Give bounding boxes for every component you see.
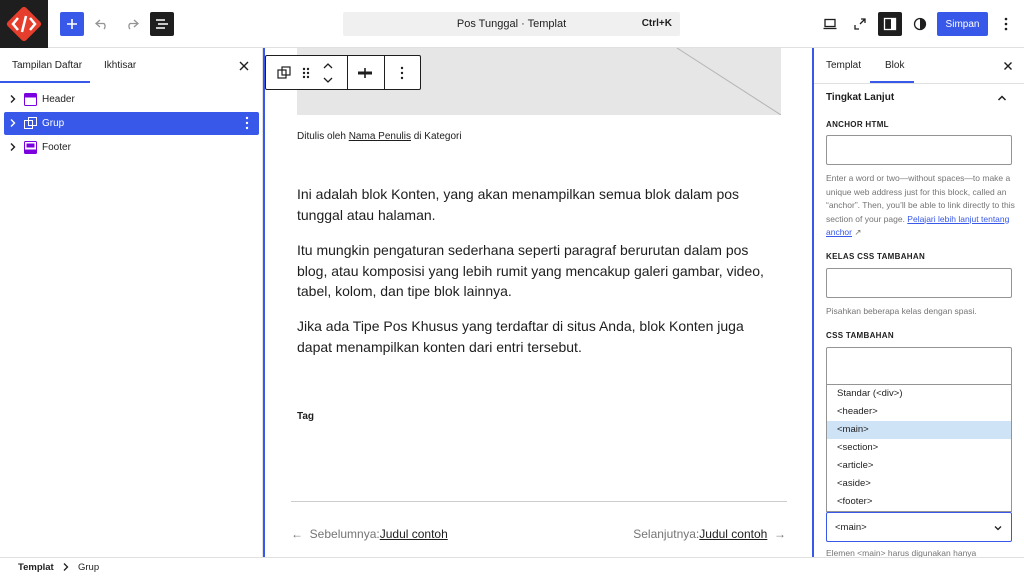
dropdown-option-selected[interactable]: <main> (827, 421, 1011, 439)
post-byline (297, 131, 462, 142)
anchor-input[interactable] (826, 135, 1012, 165)
left-panel-tabs (0, 48, 263, 84)
dropdown-option[interactable]: Standar (<div>) (837, 388, 903, 399)
chevron-right-icon[interactable] (8, 142, 18, 152)
separator (291, 501, 787, 502)
command-palette-bar[interactable] (343, 12, 680, 36)
toolbar-separator (347, 56, 348, 89)
html-element-dropdown (826, 384, 1012, 512)
tab-template[interactable]: Templat (826, 60, 862, 71)
select-value: <main> (835, 522, 867, 533)
anchor-help-text (826, 172, 1016, 240)
plus-icon[interactable] (60, 12, 84, 36)
prev-title[interactable]: Judul contoh (379, 527, 448, 541)
list-view-icon[interactable] (150, 12, 174, 36)
redo-icon[interactable] (120, 12, 144, 36)
undo-icon[interactable] (90, 12, 114, 36)
html-element-select[interactable] (826, 512, 1012, 542)
chevron-up-icon[interactable] (996, 91, 1008, 103)
drag-handle-icon[interactable] (298, 65, 314, 81)
css-class-help: Pisahkan beberapa kelas dengan spasi. (826, 306, 977, 316)
editor-canvas[interactable] (263, 48, 814, 557)
post-tags-label: Tag (297, 411, 315, 422)
dropdown-option[interactable]: <footer> (837, 496, 873, 507)
custom-css-label: CSS TAMBAHAN (826, 331, 894, 340)
byline-prefix: Ditulis oleh (297, 131, 349, 142)
toolbar-separator (384, 56, 385, 89)
chevron-right-icon (62, 562, 70, 572)
chevron-right-icon[interactable] (8, 94, 18, 104)
desktop-view-icon[interactable] (818, 12, 842, 36)
more-options-icon[interactable] (994, 12, 1018, 36)
anchor-label: ANCHOR HTML (826, 120, 889, 129)
active-tab-indicator (0, 81, 90, 83)
block-toolbar (265, 55, 421, 90)
chevron-right-icon[interactable] (8, 118, 18, 128)
dropdown-option[interactable]: <section> (837, 442, 879, 453)
command-shortcut: Ctrl+K (641, 18, 672, 29)
list-view-panel (0, 48, 263, 557)
tree-item-label: Footer (42, 142, 71, 153)
content-paragraph[interactable]: Itu mungkin pengaturan sederhana seperti paragraf berurutan dalam pos blog, atau komposisi yang lebih rumit yang mencakup galeri gambar, video, tabel, kolom, dan tipe blok lainnya. (297, 242, 764, 299)
content-paragraph[interactable]: Ini adalah blok Konten, yang akan menampilkan semua blok dalam pos tunggal atau halaman. (297, 186, 740, 223)
block-options-icon[interactable] (245, 116, 253, 130)
breadcrumb (0, 557, 1024, 576)
active-tab-indicator (870, 81, 914, 83)
prev-prefix: Sebelumnya: (309, 527, 380, 541)
next-title[interactable]: Judul contoh (699, 527, 768, 541)
settings-panel (814, 48, 1024, 557)
right-panel-tabs (814, 48, 1024, 84)
top-toolbar (0, 0, 1024, 48)
chevron-down-icon (993, 523, 1003, 533)
save-button[interactable]: Simpan (937, 12, 988, 36)
template-part-footer-icon (24, 141, 37, 154)
byline-suffix: di Kategori (410, 131, 462, 142)
author-link[interactable]: Nama Penulis (348, 131, 411, 142)
document-title: Pos Tunggal · Templat (456, 18, 567, 30)
tab-block[interactable]: Blok (885, 60, 905, 71)
close-icon[interactable] (1000, 58, 1016, 74)
styles-icon[interactable] (908, 12, 932, 36)
external-view-icon[interactable] (848, 12, 872, 36)
tab-list-view[interactable]: Tampilan Daftar (12, 60, 83, 71)
tree-item-label: Grup (42, 118, 65, 129)
tree-item-group[interactable] (4, 112, 259, 135)
css-class-input[interactable] (826, 268, 1012, 298)
next-post-link[interactable] (633, 527, 786, 541)
tree-item-footer[interactable] (4, 136, 259, 159)
previous-post-link[interactable] (291, 527, 448, 541)
more-options-icon[interactable] (394, 65, 410, 81)
arrow-right-icon: → (774, 527, 786, 541)
css-class-label: KELAS CSS TAMBAHAN (826, 252, 926, 261)
tree-item-label: Header (42, 94, 75, 105)
tree-item-header[interactable] (4, 88, 259, 111)
brand-logo-icon[interactable] (0, 0, 48, 48)
close-icon[interactable] (236, 58, 252, 74)
tab-outline[interactable]: Ikhtisar (104, 60, 137, 71)
group-icon (24, 117, 37, 130)
next-prefix: Selanjutnya: (633, 527, 700, 541)
html-element-help: Elemen <main> harus digunakan hanya (826, 548, 977, 557)
settings-sidebar-icon[interactable] (878, 12, 902, 36)
content-paragraph[interactable]: Jika ada Tipe Pos Khusus yang terdaftar di situs Anda, blok Konten juga dapat menampilkan konten dari entri tersebut. (297, 318, 744, 355)
group-block-icon[interactable] (276, 65, 292, 81)
dropdown-option[interactable]: <aside> (837, 478, 871, 489)
custom-css-textarea[interactable] (826, 347, 1012, 387)
anchor-learn-more-link[interactable]: Pelajari lebih lanjut tentang anchor (826, 213, 1010, 237)
breadcrumb-current[interactable]: Grup (78, 562, 100, 573)
dropdown-option[interactable]: <article> (837, 460, 874, 471)
template-part-header-icon (24, 93, 37, 106)
anchor-help: Enter a word or two—without spaces—to make a unique web address just for this block, called an “anchor”. Then, you’ll be able to link directly to this section of your page. (826, 173, 1015, 224)
breadcrumb-root[interactable]: Templat (18, 562, 54, 573)
external-link-icon: ↗ (854, 227, 862, 237)
advanced-section-header[interactable]: Tingkat Lanjut (826, 92, 895, 103)
move-up-down-icon[interactable] (320, 59, 336, 87)
arrow-left-icon: ← (291, 527, 303, 541)
align-full-icon[interactable] (357, 65, 373, 81)
dropdown-option[interactable]: <header> (837, 406, 878, 417)
